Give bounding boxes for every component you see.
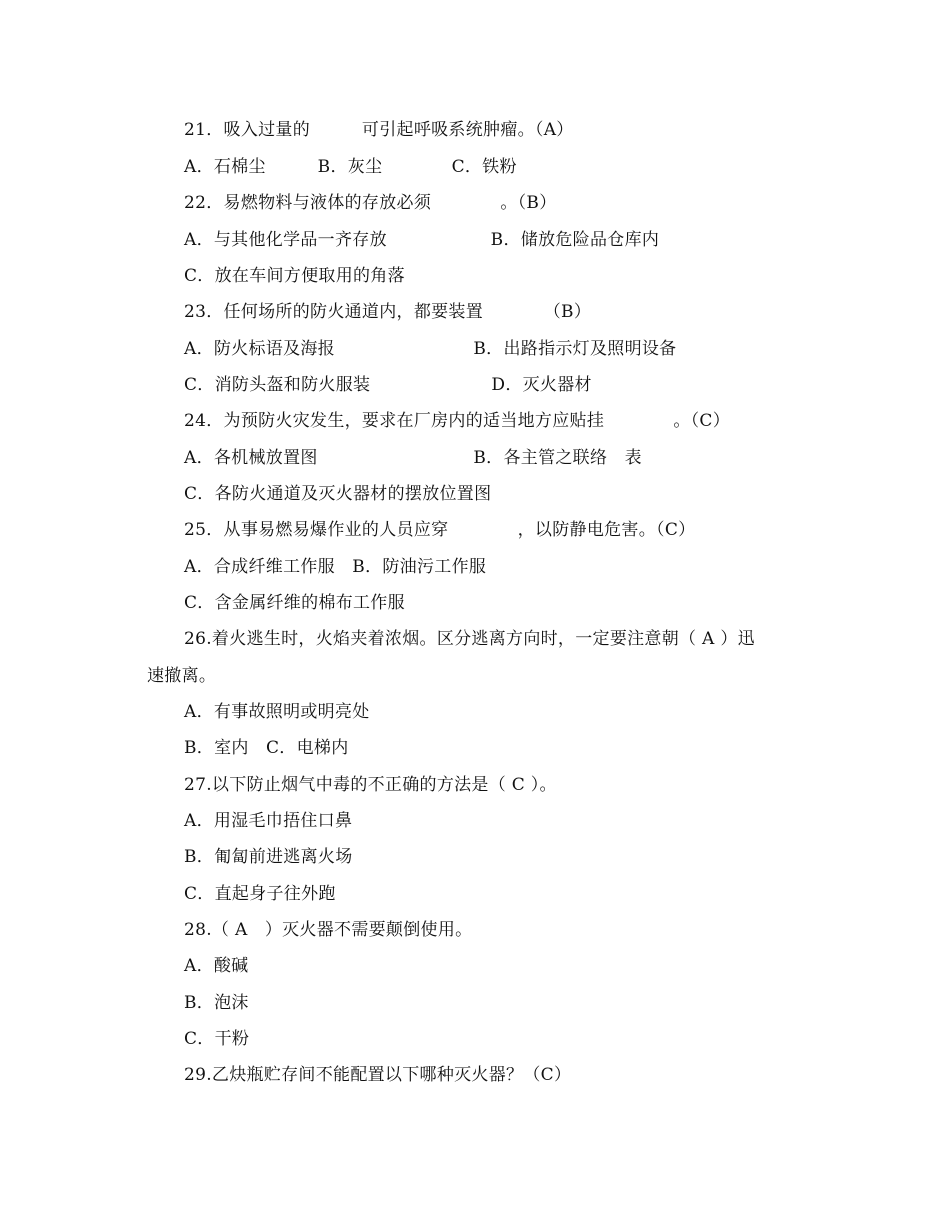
question-23-options-ab: A．防火标语及海报 B．出路指示灯及照明设备: [184, 339, 677, 359]
question-26: 26.着火逃生时，火焰夹着浓烟。区分逃离方向时，一定要注意朝（ A ）迅: [184, 629, 755, 649]
question-23-options-cd: C．消防头盔和防火服装 D．灭火器材: [184, 375, 592, 395]
question-25: 25．从事易燃易爆作业的人员应穿 ，以防静电危害。（C）: [184, 520, 696, 540]
question-21: 21．吸入过量的 可引起呼吸系统肿瘤。（A）: [184, 120, 574, 140]
question-28: 28.（ A ）灭火器不需要颠倒使用。: [184, 920, 473, 940]
question-26-options-bc: B．室内 C．电梯内: [184, 738, 349, 758]
question-24: 24．为预防火灾发生，要求在厂房内的适当地方应贴挂 。（C）: [184, 411, 731, 431]
question-25-option-c: C．含金属纤维的棉布工作服: [184, 593, 405, 613]
question-27-option-a: A．用湿毛巾捂住口鼻: [184, 811, 353, 831]
question-22-option-c: C．放在车间方便取用的角落: [184, 266, 405, 286]
question-27-option-b: B．匍匐前进逃离火场: [184, 847, 353, 867]
question-27-option-c: C．直起身子往外跑: [184, 884, 336, 904]
question-22: 22．易燃物料与液体的存放必须 。（B）: [184, 193, 557, 213]
question-28-option-a: A．酸碱: [184, 956, 249, 976]
question-27: 27.以下防止烟气中毒的不正确的方法是（ C ）。: [184, 775, 557, 795]
question-23: 23．任何场所的防火通道内，都要装置 （B）: [184, 302, 592, 322]
question-26-continued: 速撤离。: [147, 666, 217, 686]
question-25-options-ab: A．合成纤维工作服 B．防油污工作服: [184, 557, 487, 577]
question-28-option-b: B．泡沫: [184, 993, 249, 1013]
question-29: 29.乙炔瓶贮存间不能配置以下哪种灭火器？（C）: [184, 1065, 572, 1085]
question-24-option-c: C．各防火通道及灭火器材的摆放位置图: [184, 484, 492, 504]
question-28-option-c: C．干粉: [184, 1029, 250, 1049]
question-21-options: A．石棉尘 B．灰尘 C．铁粉: [184, 157, 517, 177]
question-24-options-ab: A．各机械放置图 B．各主管之联络 表: [184, 448, 642, 468]
question-22-options-ab: A．与其他化学品一齐存放 B．储放危险品仓库内: [184, 230, 660, 250]
question-26-option-a: A．有事故照明或明亮处: [184, 702, 370, 722]
